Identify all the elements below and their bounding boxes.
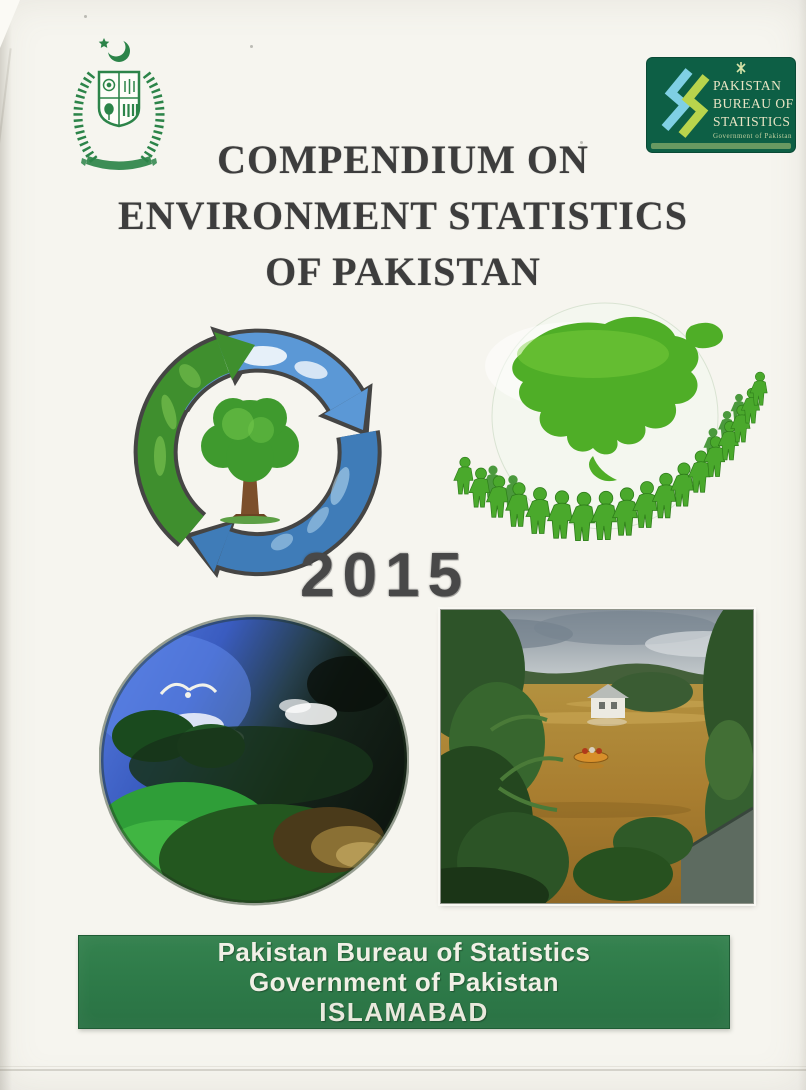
pbs-logo-line1: PAKISTAN bbox=[713, 78, 782, 93]
title-line-1: COMPENDIUM ON bbox=[217, 137, 589, 182]
footer-line-3: ISLAMABAD bbox=[319, 997, 489, 1027]
cover-title bbox=[0, 132, 806, 300]
paper-fold-line bbox=[0, 1066, 806, 1067]
year-text: 2015 bbox=[300, 541, 470, 610]
title-line-3: OF PAKISTAN bbox=[265, 249, 541, 294]
pbs-logo-line3: STATISTICS bbox=[713, 114, 791, 129]
footer-line-2: Government of Pakistan bbox=[248, 967, 560, 997]
footer-line-1: Pakistan Bureau of Statistics bbox=[217, 937, 591, 967]
paper-fold-line bbox=[0, 1069, 806, 1071]
pbs-logo-subline: Government of Pakistan bbox=[713, 132, 793, 140]
title-line-2: ENVIRONMENT STATISTICS bbox=[118, 193, 688, 238]
footer-banner bbox=[78, 935, 730, 1029]
flood-scene-photo bbox=[440, 609, 754, 904]
paper-speck bbox=[84, 15, 87, 18]
tree-icon bbox=[201, 398, 299, 524]
green-globe-with-people-icon bbox=[443, 296, 783, 568]
pbs-logo-line2: BUREAU OF bbox=[713, 96, 794, 111]
paper-speck bbox=[250, 45, 253, 48]
nature-vs-degradation-oval-photo bbox=[99, 614, 409, 906]
